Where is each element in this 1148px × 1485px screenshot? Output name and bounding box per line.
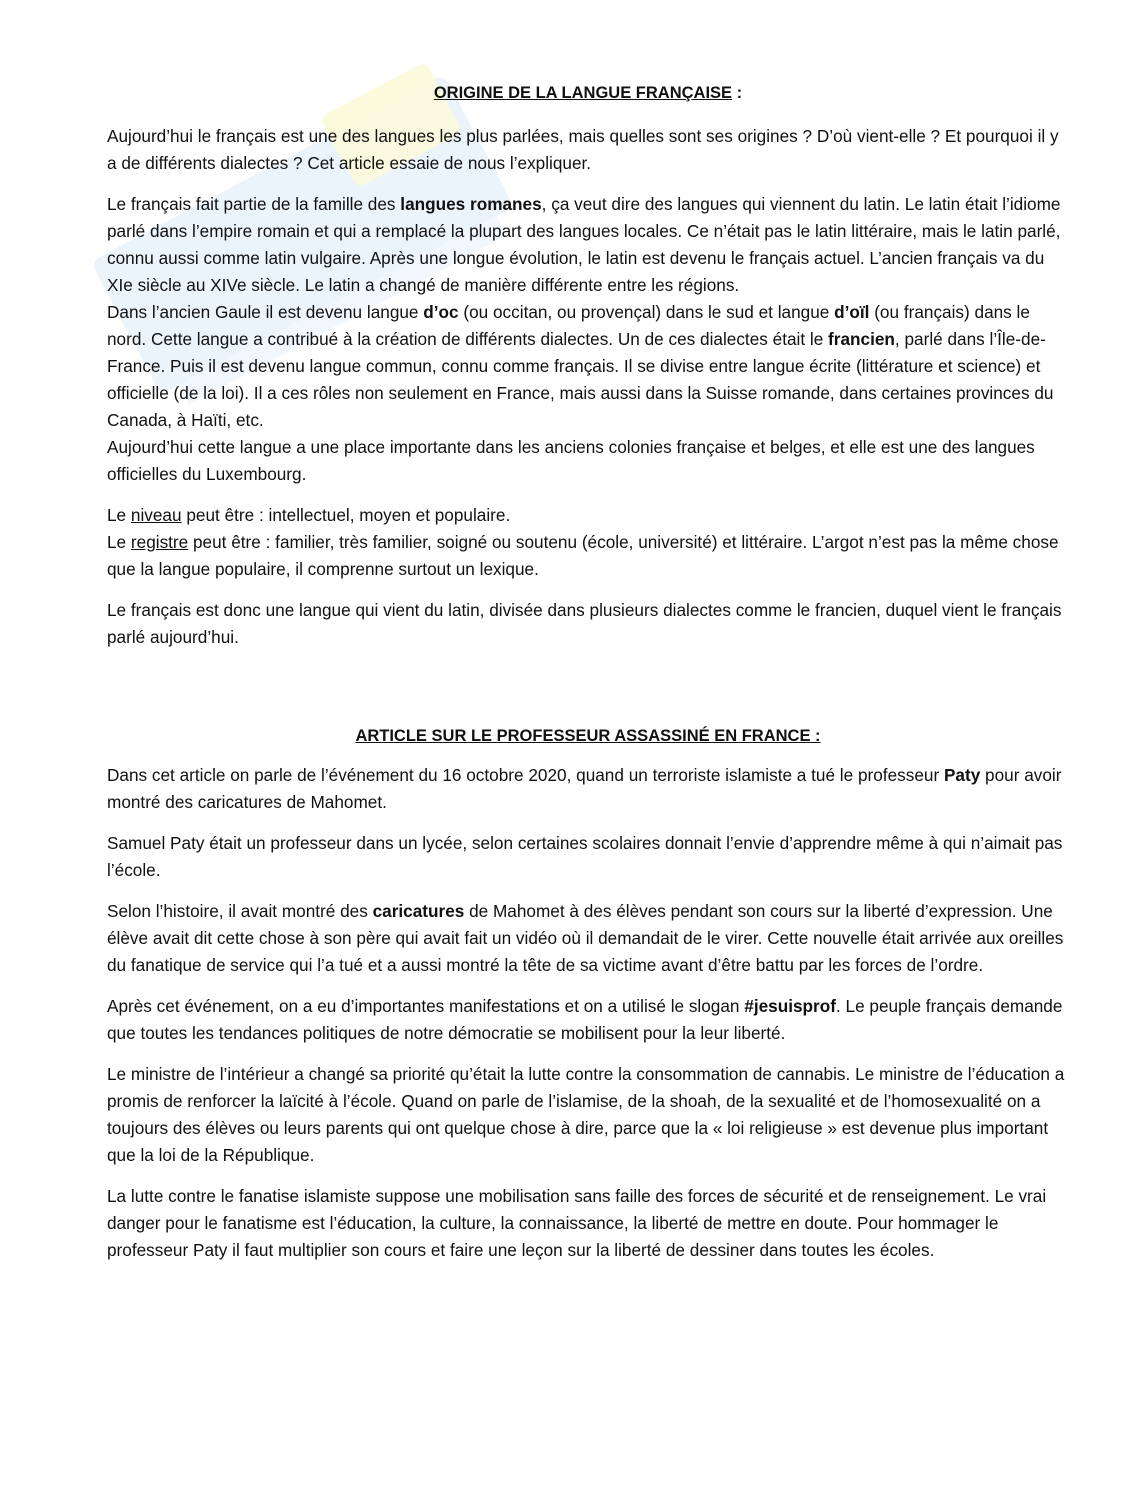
paragraph: Après cet événement, on a eu d’importantes manifestations et on a utilisé le slogan #jesuisprof. Le peuple français demande que toutes les tendances politiques de notre démocratie se mobilisent pour la leur liberté. bbox=[107, 996, 1063, 1043]
paragraph: La lutte contre le fanatise islamiste suppose une mobilisation sans faille des forces de sécurité et de renseignement. Le vrai danger pour le fanatisme est l’éducation, la culture, la connaissance, la liberté de mettre en doute. Pour hommager le professeur Paty il faut multiplier son cours et faire une leçon sur la liberté de dessiner dans toutes les écoles. bbox=[107, 1186, 1047, 1260]
paragraph: Dans cet article on parle de l’événement du 16 octobre 2020, quand un terroriste islamiste a tué le professeur Paty pour avoir montré des caricatures de Mahomet. bbox=[107, 765, 1062, 812]
paragraph: Le niveau peut être : intellectuel, moyen et populaire. Le registre peut être : familier, très familier, soigné ou soutenu (école, université) et littéraire. L’argot n’est pas la même chose que la langue populaire, il comprenne surtout un lexique. bbox=[107, 505, 1059, 579]
paragraph: Aujourd’hui le français est une des langues les plus parlées, mais quelles sont ses origines ? D’où vient-elle ? Et pourquoi il y a de différents dialectes ? Cet article essaie de nous l’expliquer. bbox=[107, 126, 1059, 173]
paragraph: Le français fait partie de la famille des langues romanes, ça veut dire des langues qui viennent du latin. Le latin était l’idiome parlé dans l’empire romain et qui a remplacé la plupart des langues locales. Ce n’était pas le latin littéraire, mais le latin parlé, connu aussi comme latin vulgaire. Après une longue évolution, le latin est devenu le français actuel. L’ancien français va du XIe siècle au XIVe siècle. Le latin a changé de manière différente entre les régions. Dans l’ancien Gaule il est devenu langue d’oc (ou occitan, ou provençal) dans le sud et langue d’oïl (ou français) dans le nord. Cette langue a contribué à la création de différents dialectes. Un de ces dialectes était le francien, parlé dans l’Île-de-France. Puis il est devenu langue commun, connu comme français. Il se divise entre langue écrite (littérature et science) et officielle (de la loi). Il a ces rôles non seulement en France, mais aussi dans la Suisse romande, dans certaines provinces du Canada, à Haïti, etc. Aujourd’hui cette langue a une place importante dans les anciens colonies française et belges, et elle est une des langues officielles du Luxembourg. bbox=[107, 194, 1061, 484]
paragraph: Samuel Paty était un professeur dans un lycée, selon certaines scolaires donnait l’envie d’apprendre même à qui n’aimait pas l’école. bbox=[107, 833, 1063, 880]
document-page bbox=[107, 80, 1069, 1278]
section-title-origine: ORIGINE DE LA LANGUE FRANÇAISE : bbox=[433, 84, 743, 102]
section-title-article: ARTICLE SUR LE PROFESSEUR ASSASSINÉ EN FRANCE : bbox=[355, 727, 821, 745]
paragraph: Le ministre de l’intérieur a changé sa priorité qu’était la lutte contre la consommation de cannabis. Le ministre de l’éducation a promis de renforcer la laïcité à l’école. Quand on parle de l’islamise, de la shoah, de la sexualité et de l’homosexualité on a toujours des élèves ou leurs parents qui ont quelque chose à dire, parce que la « loi religieuse » est devenue plus important que la loi de la République. bbox=[107, 1064, 1065, 1165]
paragraph: Le français est donc une langue qui vient du latin, divisée dans plusieurs dialectes comme le francien, duquel vient le français parlé aujourd’hui. bbox=[107, 600, 1062, 647]
paragraph: Selon l’histoire, il avait montré des caricatures de Mahomet à des élèves pendant son cours sur la liberté d’expression. Une élève avait dit cette chose à son père qui avait fait un vidéo où il demandait de le virer. Cette nouvelle était arrivée aux oreilles du fanatique de service qui l’a tué et a aussi montré la tête de sa victime avant d’être battu par les forces de l’ordre. bbox=[107, 901, 1064, 975]
